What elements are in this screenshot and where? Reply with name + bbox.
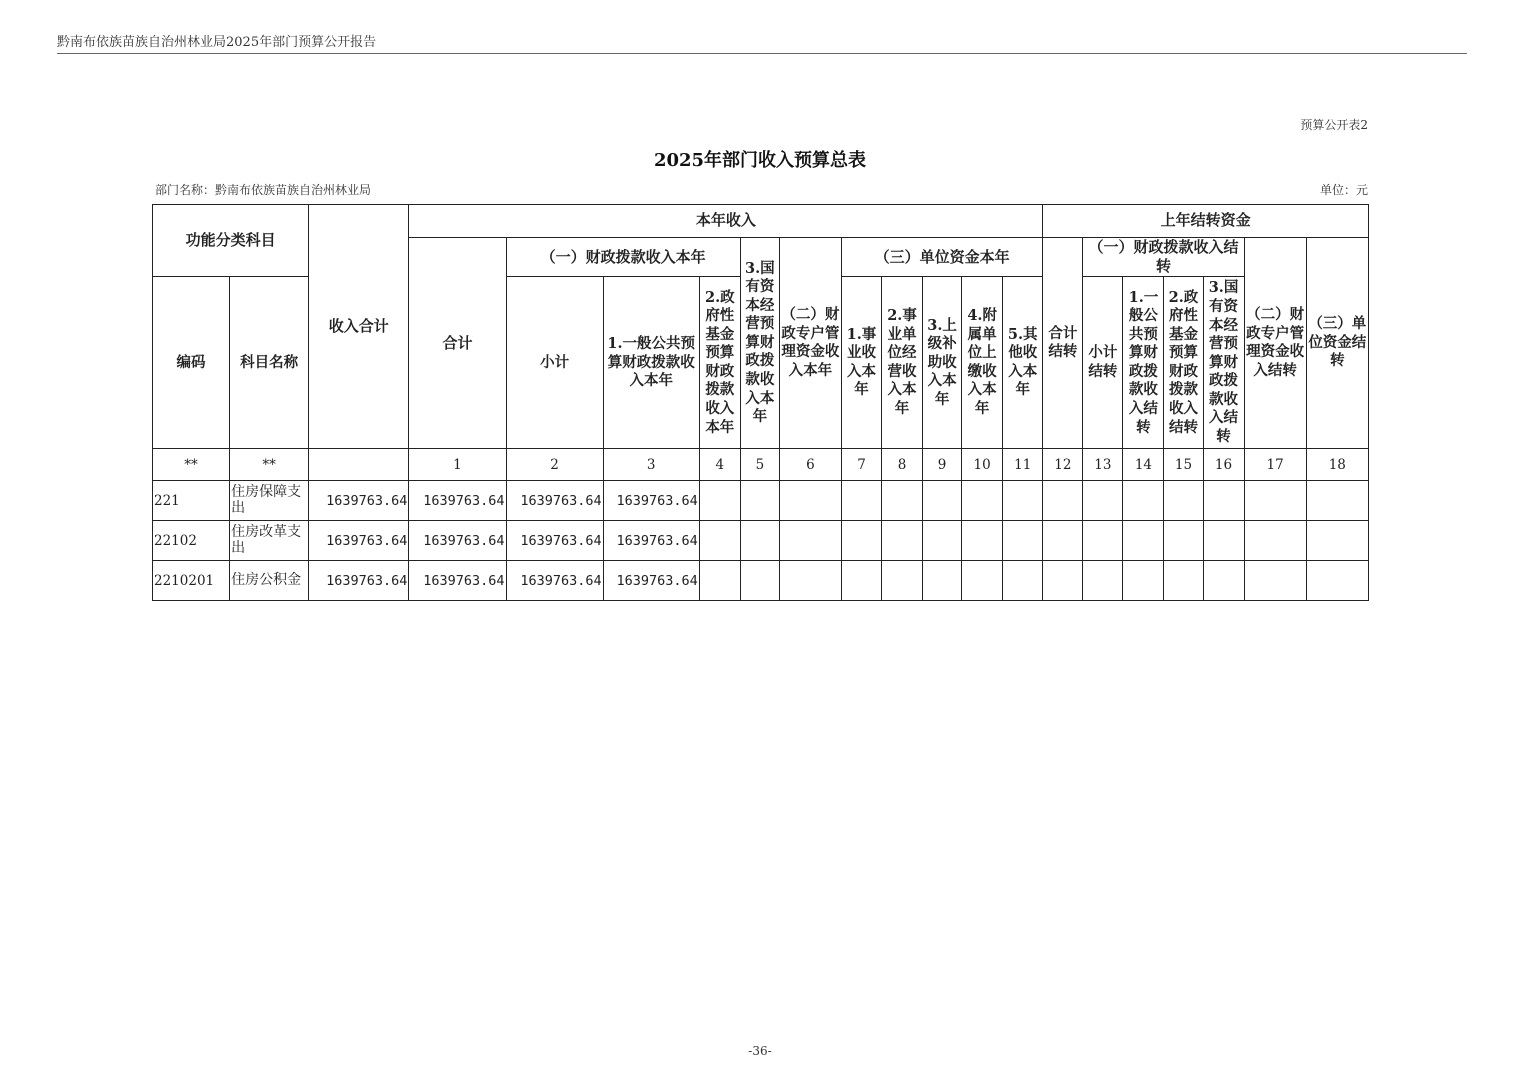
column-index-cell: 12	[1043, 449, 1083, 481]
header-general-public-carryover: 1.一般公共预算财政拨款收入结转	[1123, 277, 1164, 449]
amount-cell: 1639763.64	[506, 481, 603, 521]
column-index-cell: 15	[1164, 449, 1203, 481]
subject-code-cell: 22102	[153, 521, 230, 561]
column-index-cell: 4	[699, 449, 740, 481]
amount-cell: 1639763.64	[409, 521, 506, 561]
table-row	[153, 481, 1369, 521]
table-row	[153, 561, 1369, 601]
empty-cell	[779, 561, 841, 601]
column-index-cell: 7	[841, 449, 881, 481]
empty-cell	[1123, 561, 1164, 601]
empty-cell	[1244, 481, 1306, 521]
header-special-account: （二）财政专户管理资金收入本年	[779, 238, 841, 449]
empty-cell	[1003, 521, 1043, 561]
column-index-cell: 11	[1003, 449, 1043, 481]
subject-code-cell: 221	[153, 481, 230, 521]
header-prior-year-carryover: 上年结转资金	[1043, 205, 1369, 238]
empty-cell	[699, 521, 740, 561]
column-index-cell: 1	[409, 449, 506, 481]
amount-cell: 1639763.64	[409, 561, 506, 601]
empty-cell	[882, 561, 923, 601]
empty-cell	[1003, 561, 1043, 601]
subject-code-cell: 2210201	[153, 561, 230, 601]
amount-cell: 1639763.64	[506, 561, 603, 601]
header-subtotal: 小计	[506, 277, 603, 449]
header-carryover-subtotal: 小计结转	[1083, 277, 1123, 449]
header-other-income: 5.其他收入本年	[1003, 277, 1043, 449]
page-number: -36-	[748, 1044, 772, 1058]
empty-cell	[1083, 481, 1123, 521]
header-special-account-carryover: （二）财政专户管理资金收入结转	[1244, 238, 1306, 449]
header-subject-name: 科目名称	[230, 277, 309, 449]
department-name: 部门名称：黔南布依族苗族自治州林业局	[155, 183, 372, 197]
empty-cell	[882, 521, 923, 561]
column-index-cell: 10	[962, 449, 1003, 481]
header-carryover-total: 合计结转	[1043, 238, 1083, 449]
empty-cell	[962, 521, 1003, 561]
subject-name-cell: 住房改革支出	[230, 521, 309, 561]
header-gov-fund-carryover: 2.政府性基金预算财政拨款收入结转	[1164, 277, 1203, 449]
column-index-cell: **	[153, 449, 230, 481]
header-affiliated-remit: 4.附属单位上缴收入本年	[962, 277, 1003, 449]
amount-cell: 1639763.64	[309, 481, 409, 521]
header-unit-funds-carryover: （三）单位资金结转	[1306, 238, 1368, 449]
header-business-income: 1.事业收入本年	[841, 277, 881, 449]
amount-cell: 1639763.64	[409, 481, 506, 521]
column-index-cell: 16	[1203, 449, 1244, 481]
amount-cell: 1639763.64	[603, 521, 699, 561]
column-index-cell: 17	[1244, 449, 1306, 481]
header-higher-subsidy: 3.上级补助收入本年	[923, 277, 962, 449]
empty-cell	[962, 481, 1003, 521]
empty-cell	[1244, 521, 1306, 561]
empty-cell	[1164, 481, 1203, 521]
empty-cell	[1203, 561, 1244, 601]
amount-cell: 1639763.64	[309, 561, 409, 601]
empty-cell	[699, 561, 740, 601]
header-operating-income: 2.事业单位经营收入本年	[882, 277, 923, 449]
subject-name-cell: 住房公积金	[230, 561, 309, 601]
header-income-total: 收入合计	[309, 205, 409, 449]
empty-cell	[962, 561, 1003, 601]
column-index-cell: 6	[779, 449, 841, 481]
column-index-cell: 13	[1083, 449, 1123, 481]
empty-cell	[1123, 521, 1164, 561]
header-divider	[57, 53, 1467, 54]
empty-cell	[1244, 561, 1306, 601]
amount-cell: 1639763.64	[603, 561, 699, 601]
header-current-year-income: 本年收入	[409, 205, 1043, 238]
header-fiscal-alloc-carryover: （一）财政拨款收入结转	[1083, 238, 1244, 277]
empty-cell	[1306, 521, 1368, 561]
header-state-capital: 3.国有资本经营预算财政拨款收入本年	[740, 238, 779, 449]
header-func-class: 功能分类科目	[153, 205, 309, 277]
amount-cell: 1639763.64	[603, 481, 699, 521]
empty-cell	[1003, 481, 1043, 521]
header-gov-fund: 2.政府性基金预算财政拨款收入本年	[699, 277, 740, 449]
empty-cell	[740, 481, 779, 521]
header-fiscal-alloc-current: （一）财政拨款收入本年	[506, 238, 740, 277]
empty-cell	[923, 521, 962, 561]
empty-cell	[882, 481, 923, 521]
empty-cell	[841, 481, 881, 521]
empty-cell	[1164, 561, 1203, 601]
income-budget-table	[152, 204, 1369, 601]
empty-cell	[779, 521, 841, 561]
header-unit-funds-current: （三）单位资金本年	[841, 238, 1042, 277]
column-index-cell: 9	[923, 449, 962, 481]
report-running-header: 黔南布依族苗族自治州林业局2025年部门预算公开报告	[57, 35, 377, 50]
header-state-capital-carryover: 3.国有资本经营预算财政拨款收入结转	[1203, 277, 1244, 449]
column-index-row	[153, 449, 1369, 481]
empty-cell	[1043, 561, 1083, 601]
amount-cell: 1639763.64	[506, 521, 603, 561]
header-code: 编码	[153, 277, 230, 449]
empty-cell	[1043, 481, 1083, 521]
column-index-cell: 8	[882, 449, 923, 481]
empty-cell	[740, 521, 779, 561]
empty-cell	[779, 481, 841, 521]
table-row	[153, 521, 1369, 561]
column-index-cell: 18	[1306, 449, 1368, 481]
table-title: 2025年部门收入预算总表	[653, 150, 867, 171]
column-index-cell: 2	[506, 449, 603, 481]
column-index-cell: **	[230, 449, 309, 481]
column-index-cell: 3	[603, 449, 699, 481]
empty-cell	[923, 561, 962, 601]
empty-cell	[699, 481, 740, 521]
currency-unit: 单位：元	[1319, 183, 1368, 197]
column-index-cell: 14	[1123, 449, 1164, 481]
table-body	[153, 481, 1369, 601]
empty-cell	[923, 481, 962, 521]
empty-cell	[740, 561, 779, 601]
empty-cell	[1164, 521, 1203, 561]
header-total: 合计	[409, 238, 506, 449]
subject-name-cell: 住房保障支出	[230, 481, 309, 521]
empty-cell	[1306, 561, 1368, 601]
empty-cell	[1083, 561, 1123, 601]
empty-cell	[1043, 521, 1083, 561]
header-general-public: 1.一般公共预算财政拨款收入本年	[603, 277, 699, 449]
empty-cell	[1306, 481, 1368, 521]
empty-cell	[841, 521, 881, 561]
empty-cell	[1083, 521, 1123, 561]
empty-cell	[1203, 521, 1244, 561]
empty-cell	[1123, 481, 1164, 521]
table-number: 预算公开表2	[1300, 118, 1368, 132]
empty-cell	[1203, 481, 1244, 521]
empty-cell	[841, 561, 881, 601]
column-index-cell	[309, 449, 409, 481]
column-index-cell: 5	[740, 449, 779, 481]
amount-cell: 1639763.64	[309, 521, 409, 561]
